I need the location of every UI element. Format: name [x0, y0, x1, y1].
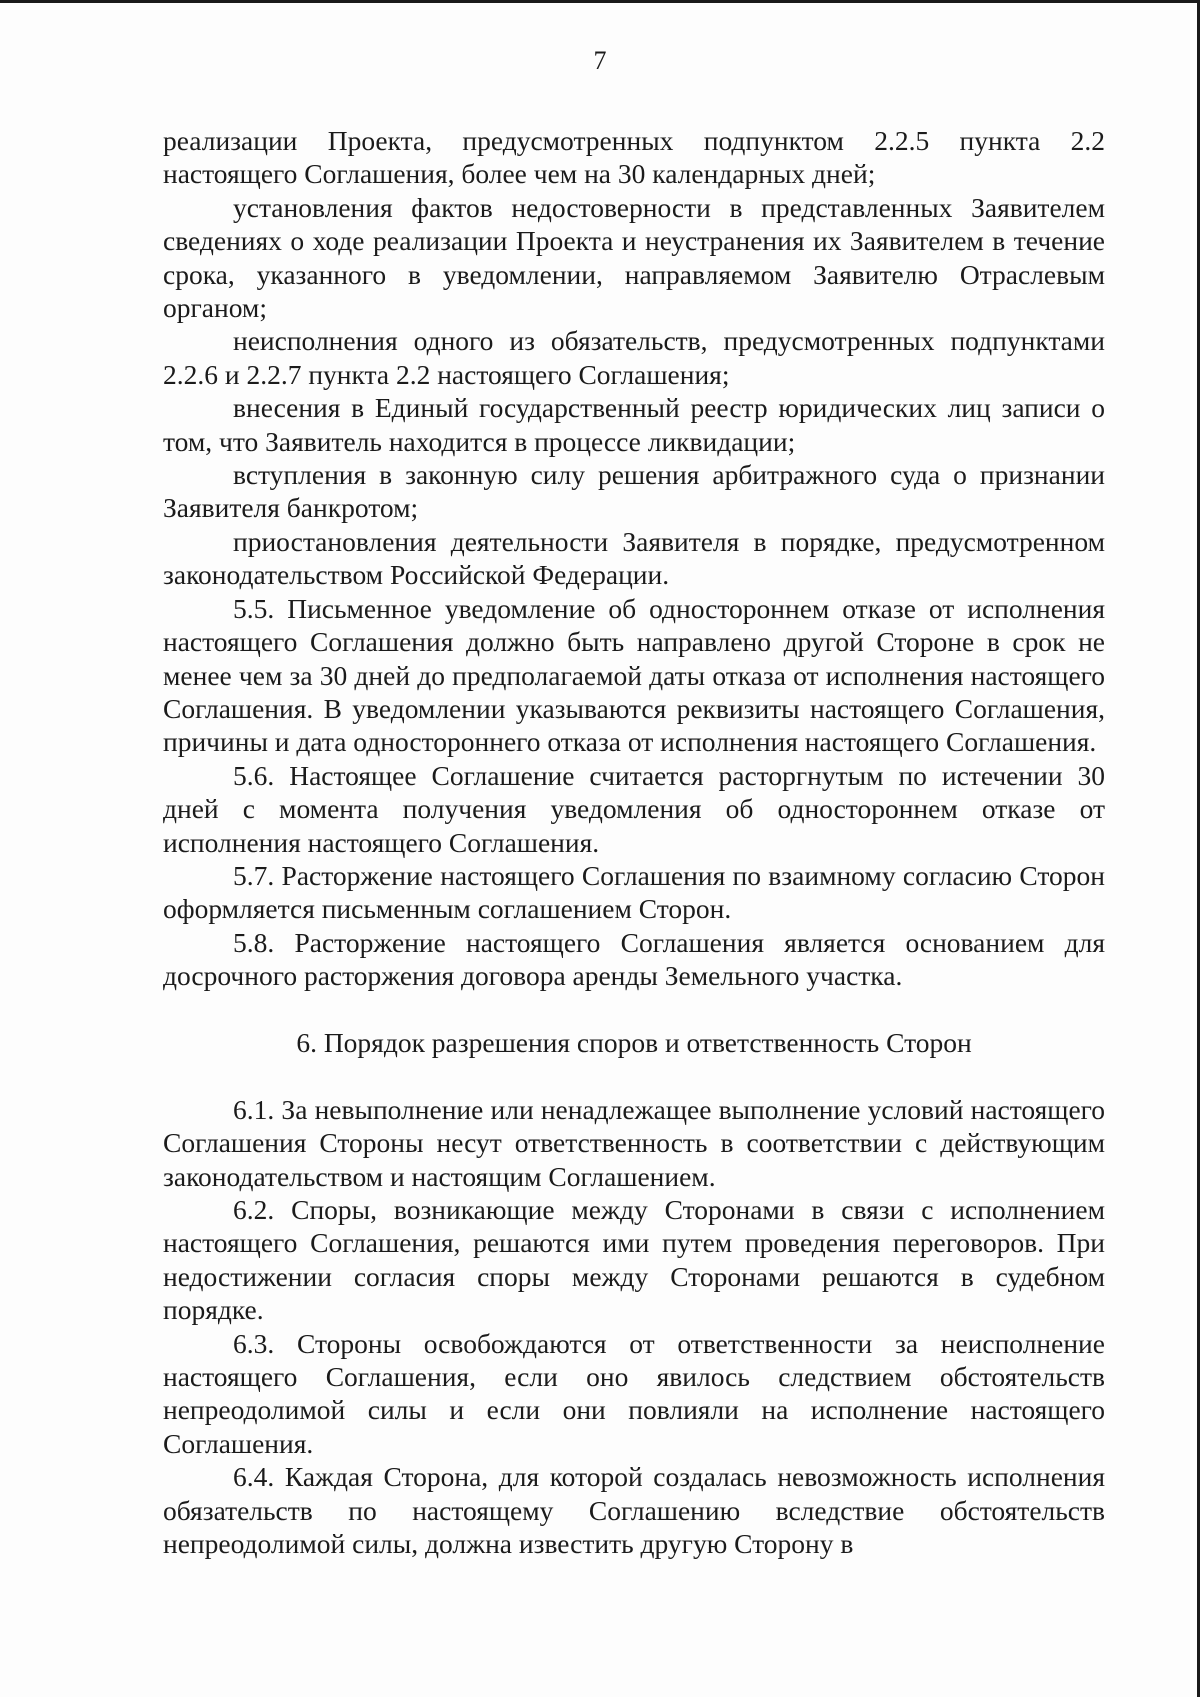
page-number: 7	[593, 46, 607, 75]
section-6-title: 6. Порядок разрешения споров и ответственность Сторон	[296, 1026, 972, 1058]
paragraph-clause-non-fulfilment: неисполнения одного из обязательств, предусмотренных подпунктами 2.2.6 и 2.2.7 пункта 2.2 настоящего Соглашения;	[163, 325, 1105, 390]
paragraph-5-5: 5.5. Письменное уведомление об одностороннем отказе от исполнения настоящего Соглашения должно быть направлено другой Стороне в срок не менее чем за 30 дней до предполагаемой даты отказа от исполнения настоящего Соглашения. В уведомлении указываются реквизиты настоящего Соглашения, причины и дата одностороннего отказа от исполнения настоящего Соглашения.	[163, 592, 1105, 758]
document-body	[163, 124, 1105, 1560]
scan-border-top	[0, 0, 1200, 3]
paragraph-5-7: 5.7. Расторжение настоящего Соглашения по взаимному согласию Сторон оформляется письменным соглашением Сторон.	[163, 859, 1105, 925]
paragraph-6-3: 6.3. Стороны освобождаются от ответственности за неисполнение настоящего Соглашения, если оно явилось следствием обстоятельств непреодолимой силы и если они повлияли на исполнение настоящего Соглашения.	[163, 1327, 1105, 1459]
paragraph-continuation: реализации Проекта, предусмотренных подпунктом 2.2.5 пункта 2.2 настоящего Соглашения, более чем на 30 календарных дней;	[163, 125, 1105, 190]
paragraph-clause-bankruptcy: вступления в законную силу решения арбитражного суда о признании Заявителя банкротом;	[163, 459, 1105, 524]
paragraph-clause-false-info: установления фактов недостоверности в представленных Заявителем сведениях о ходе реализации Проекта и неустранения их Заявителем в течение срока, указанного в уведомлении, направляемом Заявителю Отраслевым органом;	[163, 191, 1105, 324]
paragraph-5-6: 5.6. Настоящее Соглашение считается расторгнутым по истечении 30 дней с момента получения уведомления об одностороннем отказе от исполнения настоящего Соглашения.	[163, 759, 1105, 858]
paragraph-5-8: 5.8. Расторжение настоящего Соглашения является основанием для досрочного расторжения договора аренды Земельного участка.	[163, 926, 1105, 992]
paragraph-6-1: 6.1. За невыполнение или ненадлежащее выполнение условий настоящего Соглашения Стороны несут ответственность в соответствии с действующим законодательством и настоящим Соглашением.	[163, 1093, 1105, 1192]
paragraph-clause-liquidation: внесения в Единый государственный реестр юридических лиц записи о том, что Заявитель находится в процессе ликвидации;	[163, 392, 1105, 457]
paragraph-clause-suspension: приостановления деятельности Заявителя в порядке, предусмотренном законодательством Российской Федерации.	[163, 525, 1105, 591]
paragraph-6-2: 6.2. Споры, возникающие между Сторонами в связи с исполнением настоящего Соглашения, решаются ими путем проведения переговоров. При недостижении согласия споры между Сторонами решаются в судебном порядке.	[163, 1193, 1105, 1326]
paragraph-6-4: 6.4. Каждая Сторона, для которой создалась невозможность исполнения обязательств по настоящему Соглашению вследствие обстоятельств непреодолимой силы, должна известить другую Сторону в	[163, 1461, 1105, 1560]
